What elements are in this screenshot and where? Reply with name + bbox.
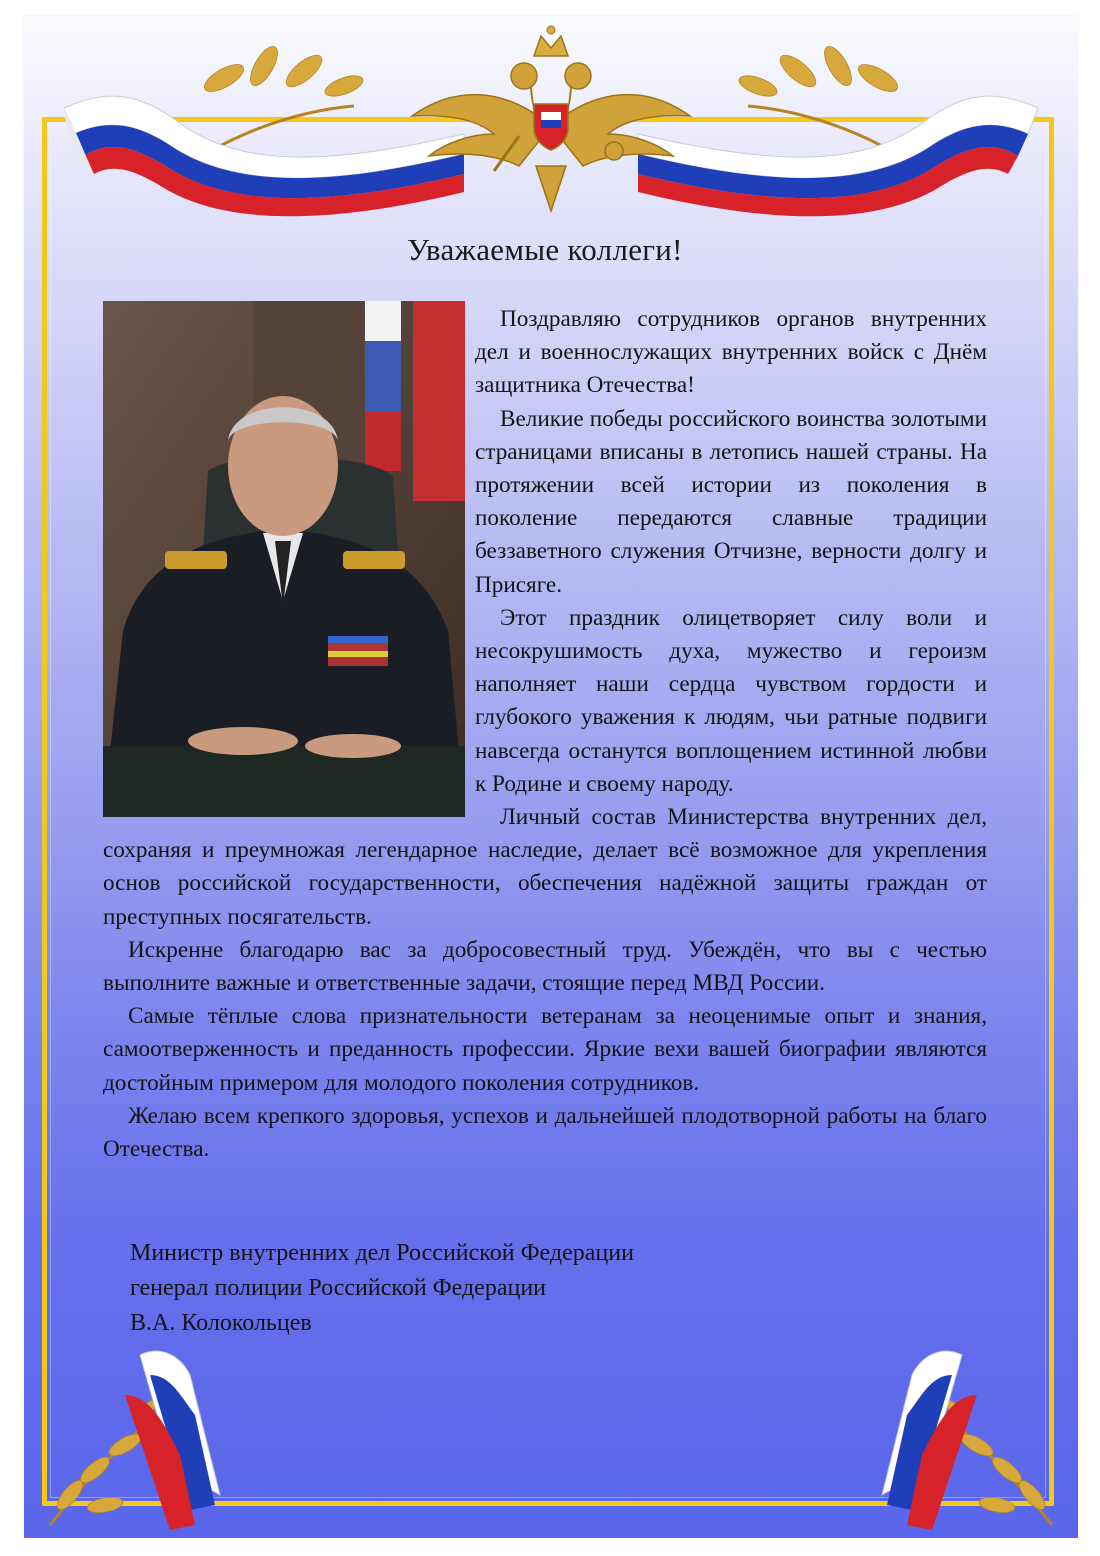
paragraph: Поздравляю сотрудников органов внутренних дел и военнослужащих внутренних войск с Днём защитника Отечества! <box>475 306 987 399</box>
signature-name: В.А. Колокольцев <box>130 1310 312 1336</box>
paragraph: Великие победы российского воинства золотыми страницами вписаны в летопись нашей страны. На протяжении всей истории из поколения в поколение передаются славные традиции беззаветного служения Отчизне, верности долгу и Присяге. <box>475 405 987 598</box>
portrait-image <box>103 301 465 817</box>
signature-block <box>130 1236 634 1341</box>
paragraph: Желаю всем крепкого здоровья, успехов и дальнейшей плодотворной работы на благо Отечества. <box>103 1102 987 1163</box>
bottom-left-decoration <box>30 1335 230 1535</box>
signature-rank: генерал полиции Российской Федерации <box>130 1275 547 1301</box>
minister-portrait <box>103 301 465 817</box>
paragraph: Самые тёплые слова признательности ветеранам за неоценимые опыт и знания, самоотверженность и преданность профессии. Яркие вехи вашей биографии являются достойным примером для молодого поколения сотрудников. <box>103 1003 987 1096</box>
letter-text-right-column <box>475 303 987 801</box>
page-title: Уважаемые коллеги! <box>407 232 683 267</box>
paragraph: Искренне благодарю вас за добросовестный труд. Убеждён, что вы с честью выполните важные и ответственные задачи, стоящие перед МВД России. <box>103 936 987 997</box>
letter-text-full-width <box>103 801 987 1166</box>
tricolor-ribbon-left-icon <box>64 96 464 216</box>
signature-position: Министр внутренних дел Российской Федерации <box>130 1240 634 1266</box>
top-decoration <box>24 16 1078 226</box>
paragraph: Личный состав Министерства внутренних дел, сохраняя и преумножая легендарное наследие, делает всё возможное для укрепления основ российской государственности, обеспечения надёжной защиты граждан от преступных посягательств. <box>103 804 987 930</box>
tricolor-ribbon-right-icon <box>638 96 1038 216</box>
paragraph: Этот праздник олицетворяет силу воли и несокрушимость духа, мужество и героизм наполняет наши сердца чувством гордости и глубокого уважения к людям, чьи ратные подвиги навсегда останутся воплощением истинной любви к Родине и своему народу. <box>475 604 987 797</box>
bottom-right-decoration <box>872 1335 1072 1535</box>
